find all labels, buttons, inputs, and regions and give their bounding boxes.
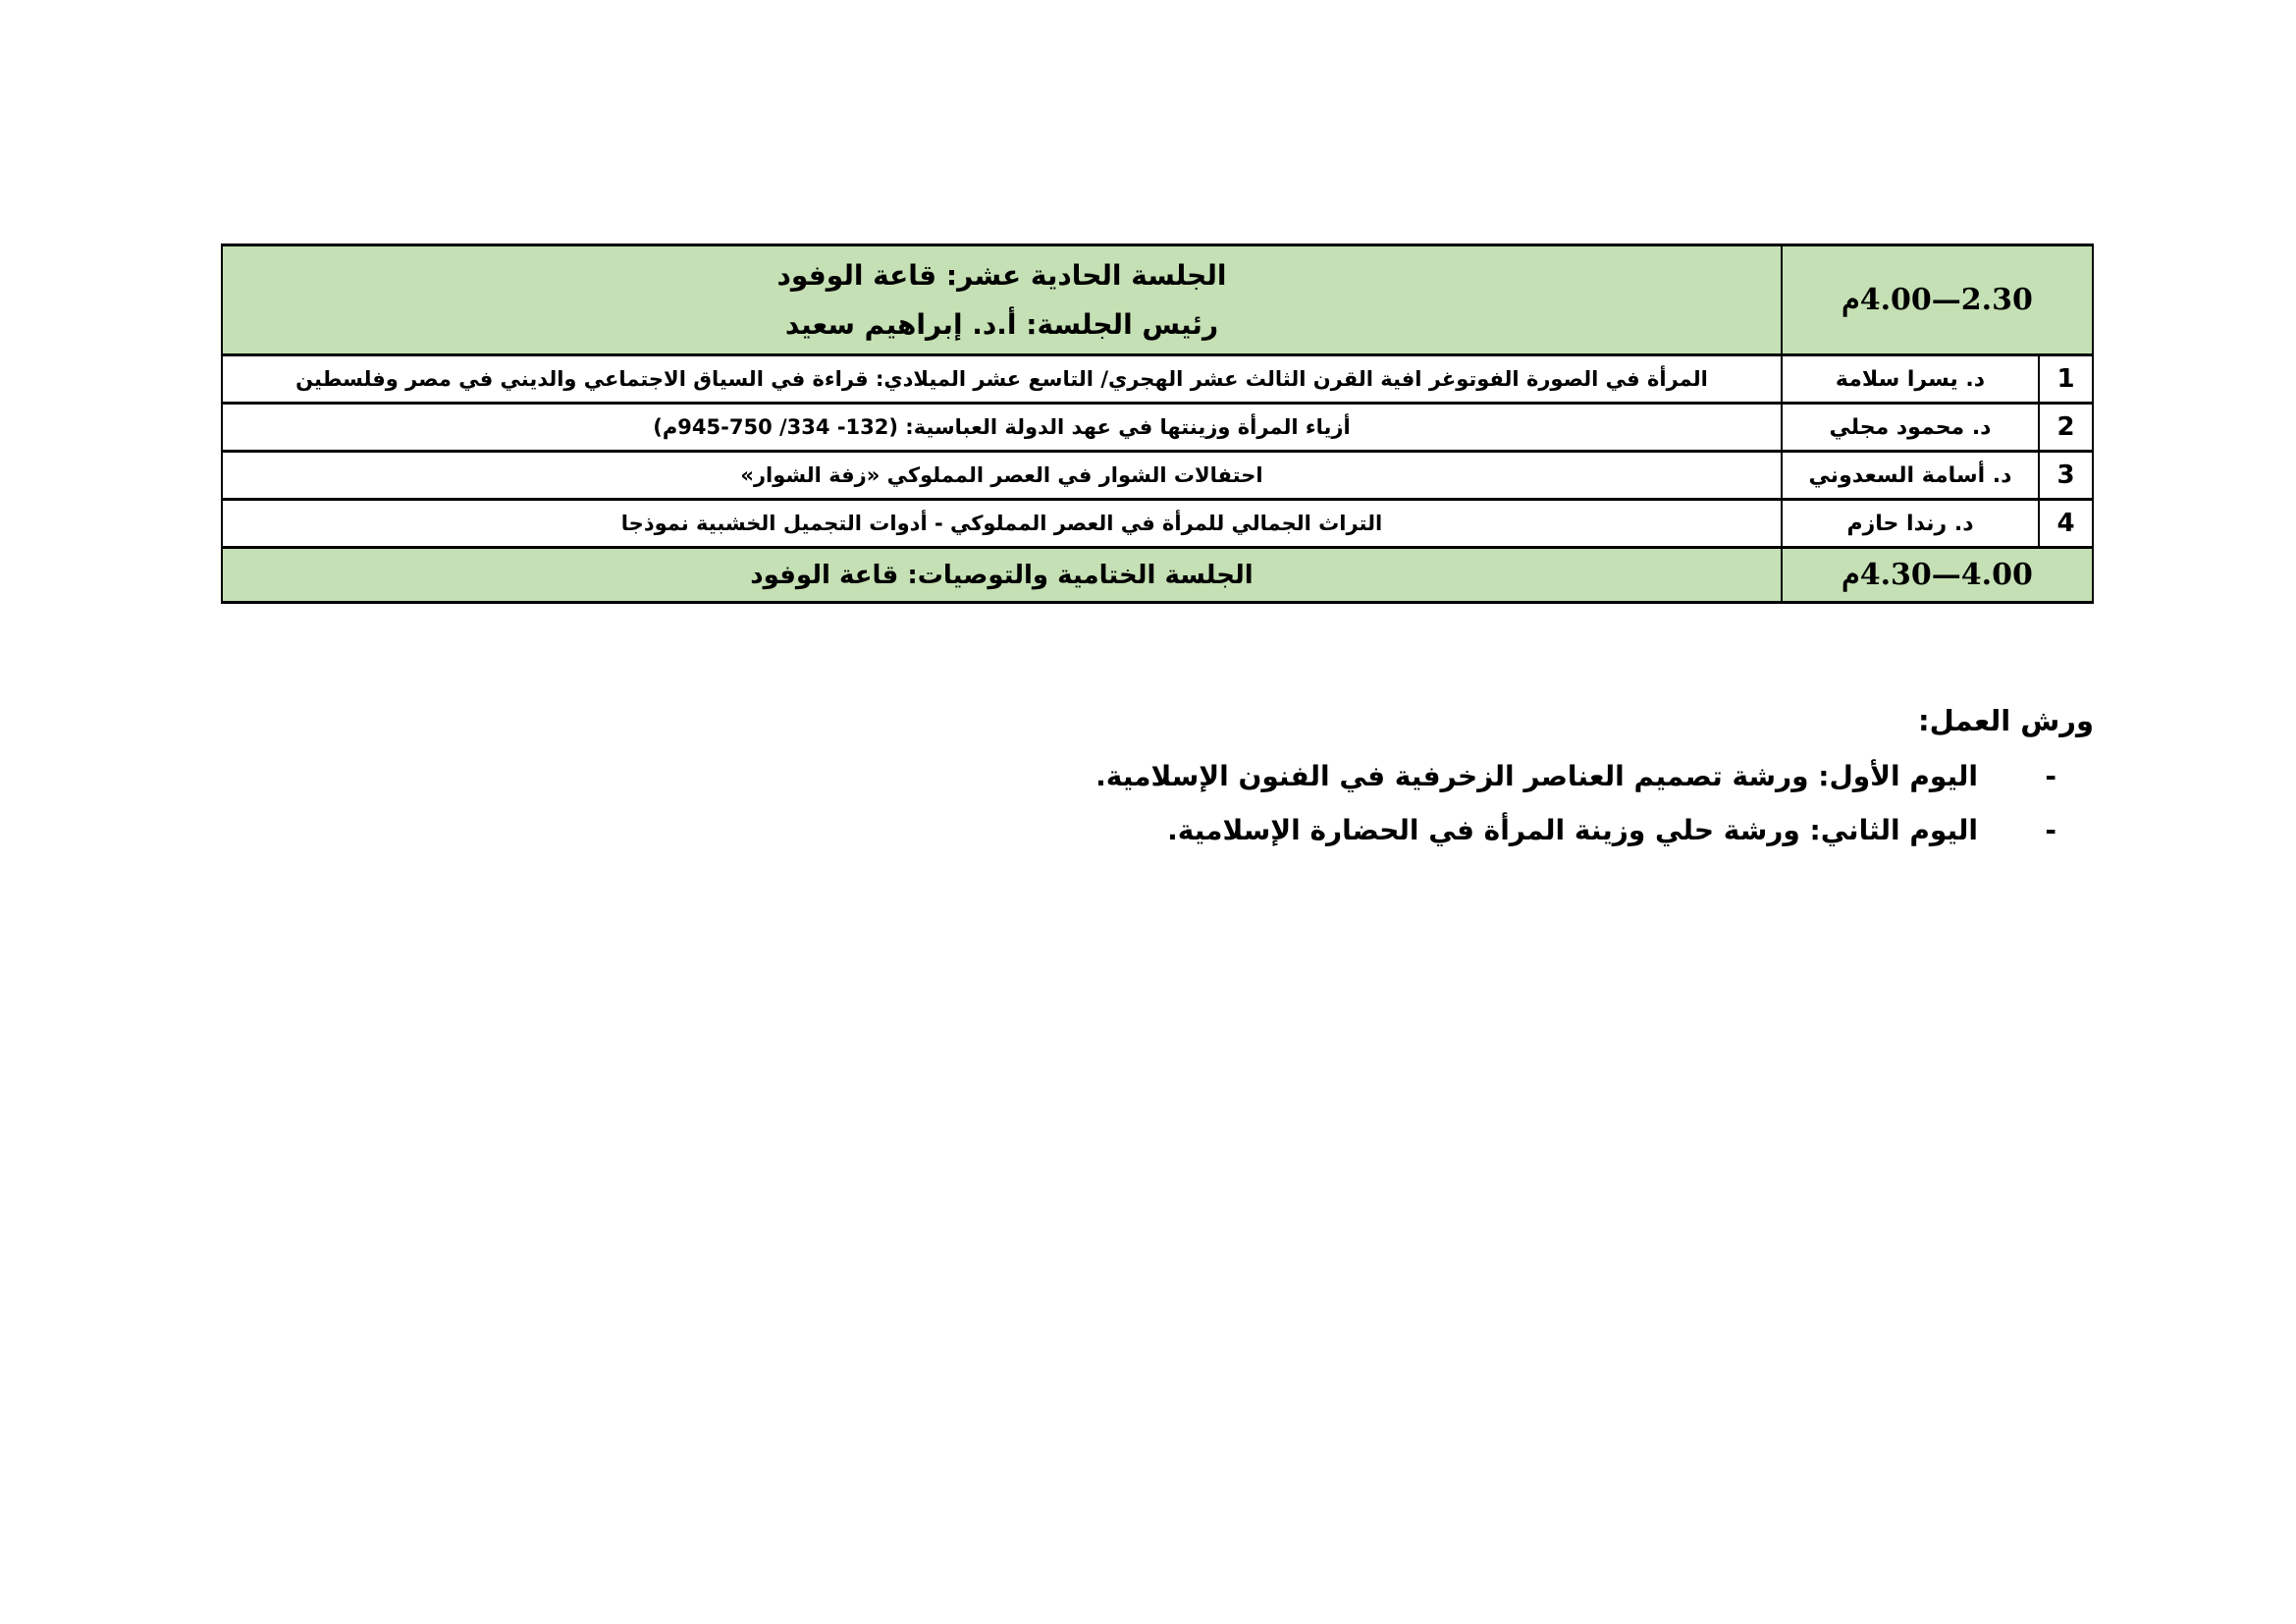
- session-schedule-table: [221, 244, 2094, 604]
- row-number: 2: [2039, 404, 2093, 452]
- workshop-item: [1095, 757, 2056, 796]
- speaker-name: د. يسرا سلامة: [1782, 355, 2039, 404]
- table-row: [222, 355, 2093, 404]
- row-number: 1: [2039, 355, 2093, 404]
- bullet-dash: -: [2045, 760, 2056, 792]
- session-chair: رئيس الجلسة: أ.د. إبراهيم سعيد: [784, 307, 1219, 341]
- table-header-row: [222, 245, 2093, 355]
- paper-title: المرأة في الصورة الفوتوغر افية القرن الثالث عشر الهجري/ التاسع عشر الميلادي: قراءة في السياق الاجتماعي والديني في مصر وفلسطين: [222, 355, 1782, 404]
- closing-session-time: 4.00—4.30م: [1782, 548, 2093, 603]
- table-row: [222, 404, 2093, 452]
- closing-session-title: الجلسة الختامية والتوصيات: قاعة الوفود: [222, 548, 1782, 603]
- session-time: 2.30—4.00م: [1782, 245, 2093, 355]
- workshop-text: اليوم الأول: ورشة تصميم العناصر الزخرفية في الفنون الإسلامية.: [1095, 760, 1978, 792]
- table-row: [222, 500, 2093, 548]
- bullet-dash: -: [2045, 814, 2056, 846]
- paper-title: التراث الجمالي للمرأة في العصر المملوكي - أدوات التجميل الخشبية نموذجا: [222, 500, 1782, 548]
- paper-title: أزياء المرأة وزينتها في عهد الدولة العباسية: (132- 334/ 750-945م): [222, 404, 1782, 452]
- speaker-name: د. محمود مجلي: [1782, 404, 2039, 452]
- session-header-cell: [222, 245, 1782, 355]
- speaker-name: د. رندا حازم: [1782, 500, 2039, 548]
- session-title: الجلسة الحادية عشر: قاعة الوفود: [776, 258, 1227, 292]
- workshops-section: [1095, 699, 2094, 850]
- workshops-heading: ورش العمل:: [1918, 704, 2094, 737]
- speaker-name: د. أسامة السعدوني: [1782, 452, 2039, 500]
- paper-title: احتفالات الشوار في العصر المملوكي «زفة الشوار»: [222, 452, 1782, 500]
- row-number: 3: [2039, 452, 2093, 500]
- table-row: [222, 452, 2093, 500]
- workshop-text: اليوم الثاني: ورشة حلي وزينة المرأة في الحضارة الإسلامية.: [1167, 814, 1978, 846]
- table-footer-row: [222, 548, 2093, 603]
- row-number: 4: [2039, 500, 2093, 548]
- workshop-item: [1095, 811, 2056, 850]
